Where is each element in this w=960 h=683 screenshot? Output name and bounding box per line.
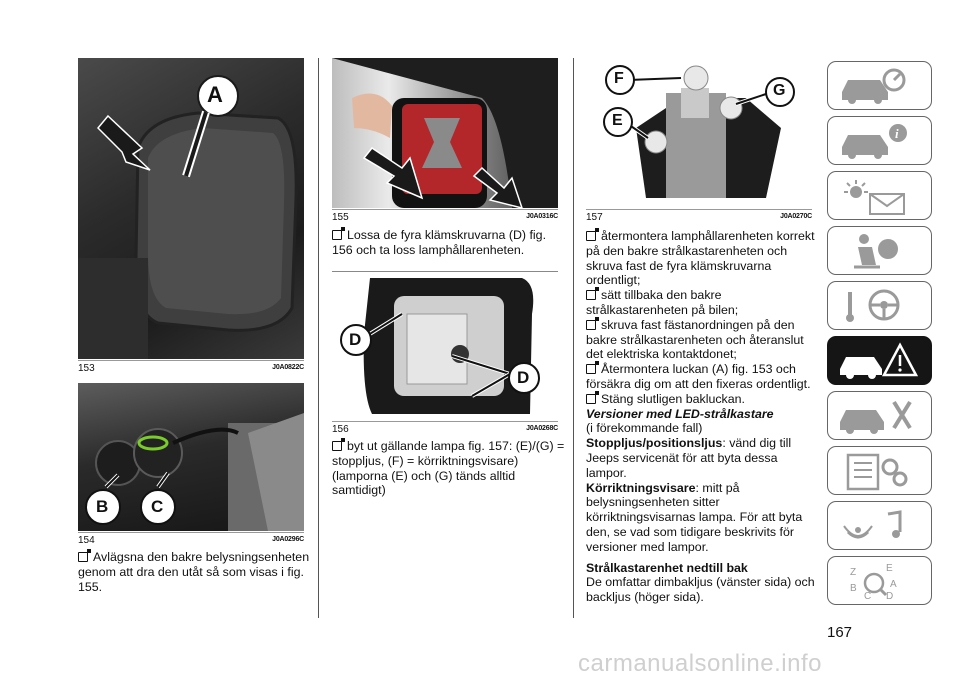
bullet-icon xyxy=(78,552,88,562)
svg-text:i: i xyxy=(895,126,899,141)
figure-156-illustration xyxy=(332,274,558,420)
figure-154-photo xyxy=(78,383,304,531)
stop-position-label: Stoppljus/positionsljus xyxy=(586,436,723,451)
figure-code: J0A0268C xyxy=(526,425,558,432)
svg-text:D: D xyxy=(886,591,894,602)
page-number: 167 xyxy=(827,624,853,641)
section-note: (i förekommande fall) xyxy=(586,421,703,436)
col3-item-4: Återmontera luckan (A) fig. 153 och försäkra dig om att den fixeras ordentligt. xyxy=(586,362,811,391)
car-tools-icon xyxy=(828,392,931,439)
callout-f: F xyxy=(614,70,624,87)
figure-code: J0A0316C xyxy=(526,213,558,220)
col3-item-5: Stäng slutligen bakluckan. xyxy=(601,391,745,406)
figure-155-caption xyxy=(332,209,558,224)
section-heading: Versioner med LED-strålkastare xyxy=(586,406,774,421)
tab-car-dashboard[interactable] xyxy=(827,61,932,110)
subheading: Strålkastarenhet nedtill bak xyxy=(586,560,748,575)
tab-alphabet-index[interactable] xyxy=(827,556,932,605)
tab-steering-wheel[interactable] xyxy=(827,281,932,330)
lower-unit-text: De omfattar dimbakljus (vänster sida) och backljus (höger sida). xyxy=(586,575,815,605)
col1-instruction xyxy=(78,550,310,594)
figure-156-top-rule xyxy=(332,271,558,272)
figure-code: J0A0296C xyxy=(272,536,304,543)
column-divider xyxy=(573,58,574,618)
figure-number: 156 xyxy=(332,424,349,435)
col2-item-1: Lossa de fyra klämskruvarna (D) fig. 156 och ta loss lamphållarenheten. xyxy=(332,228,547,257)
figure-153-caption xyxy=(78,360,304,375)
col2-instruction-1 xyxy=(332,228,566,258)
tab-car-warning[interactable] xyxy=(827,336,932,385)
watermark: carmanualsonline.info xyxy=(578,650,822,677)
indicator-text: : mitt på belysningsenheten sitter körriktningsvisarnas lampa. För att byta den, se vad som tidigare beskrivits för versioner med lampor. xyxy=(586,480,803,554)
car-warning-icon xyxy=(828,337,931,384)
callout-b: B xyxy=(96,497,109,516)
col3-item-1: återmontera lamphållarenheten korrekt på den bakre strålkastarenheten och skruva fast de fyra klämskruvarna ordentligt; xyxy=(586,229,815,288)
figure-156-photo xyxy=(332,274,558,420)
callout-e: E xyxy=(612,112,623,129)
figure-157-photo xyxy=(586,58,812,208)
bullet-icon xyxy=(332,441,342,451)
media-phone-icon xyxy=(828,502,931,549)
stop-position-text: : vänd dig till Jeeps servicenät för att byta dessa lampor. xyxy=(586,436,792,480)
callout-c: C xyxy=(151,497,164,516)
col2-item-2: byt ut gällande lampa fig. 157: (E)/(G) = stoppljus, (F) = körriktningsvisare) (lamporna (E) och (G) tänds alltid samtidigt) xyxy=(332,439,565,498)
figure-154-caption xyxy=(78,532,304,547)
airbag-person-icon xyxy=(828,227,931,274)
figure-156-caption xyxy=(332,421,558,436)
callout-d-left: D xyxy=(349,330,362,349)
col3-item-2: sätt tillbaka den bakre strålkastarenheten på bilen; xyxy=(586,288,739,317)
bullet-icon xyxy=(586,394,596,404)
figure-number: 155 xyxy=(332,212,349,223)
figure-157-caption xyxy=(586,209,812,224)
figure-code: J0A0270C xyxy=(780,213,812,220)
bullet-icon xyxy=(332,230,342,240)
column-divider xyxy=(318,58,319,618)
figure-number: 153 xyxy=(78,363,95,374)
bullet-icon xyxy=(586,320,596,330)
col2-instruction-2 xyxy=(332,439,566,498)
svg-text:A: A xyxy=(890,579,897,590)
car-info-icon xyxy=(828,117,931,164)
svg-text:B: B xyxy=(850,583,857,594)
callout-a: A xyxy=(207,82,223,107)
callout-d-right: D xyxy=(517,368,530,387)
col3-item-3: skruva fast fästanordningen på den bakre strålkastarenheten och återanslut det elektriska kontaktdonet; xyxy=(586,317,804,362)
tab-car-info[interactable] xyxy=(827,116,932,165)
tab-lights-mail[interactable] xyxy=(827,171,932,220)
tab-media-phone[interactable] xyxy=(827,501,932,550)
car-dashboard-icon xyxy=(828,62,931,109)
alphabet-index-icon xyxy=(828,557,931,604)
callout-g: G xyxy=(773,82,786,99)
figure-153-illustration xyxy=(78,58,304,359)
figure-154-illustration xyxy=(78,383,304,531)
svg-text:E: E xyxy=(886,563,893,574)
steering-wheel-icon xyxy=(828,282,931,329)
col3-text xyxy=(586,229,818,605)
indicator-label: Körriktningsvisare xyxy=(586,480,696,495)
svg-text:Z: Z xyxy=(850,567,857,578)
svg-text:C: C xyxy=(864,591,872,602)
tab-car-tools[interactable] xyxy=(827,391,932,440)
figure-155-photo xyxy=(332,58,558,208)
col1-item-1: Avlägsna den bakre belysningsenheten genom att dra den utåt så som visas i fig. 155. xyxy=(78,550,310,594)
figure-number: 157 xyxy=(586,212,603,223)
tab-list-gears[interactable] xyxy=(827,446,932,495)
figure-153-photo xyxy=(78,58,304,359)
figure-code: J0A0822C xyxy=(272,364,304,371)
lights-mail-icon xyxy=(828,172,931,219)
tab-airbag-person[interactable] xyxy=(827,226,932,275)
bullet-icon xyxy=(586,290,596,300)
figure-155-illustration xyxy=(332,58,558,208)
bullet-icon xyxy=(586,364,596,374)
bullet-icon xyxy=(586,231,596,241)
list-gears-icon xyxy=(828,447,931,494)
figure-number: 154 xyxy=(78,535,95,546)
